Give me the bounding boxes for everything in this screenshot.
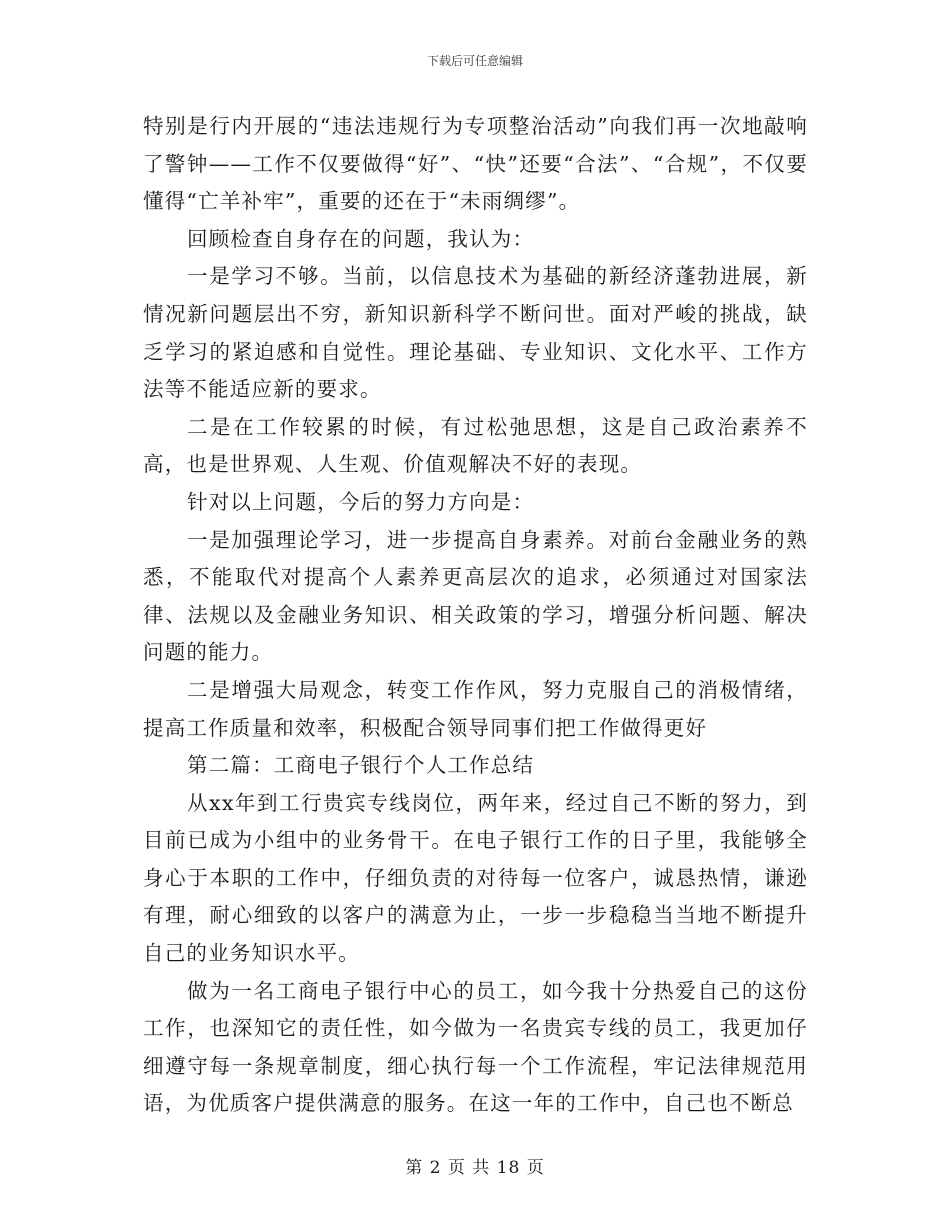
paragraph-summary-two: 做为一名工商电子银行中心的员工，如今我十分热爱自己的这份工作，也深知它的责任性，如今做为一名贵宾专线的员工，我更加仔细遵守每一条规章制度，细心执行每一个工作流程，牢记法律规范用语，为优质客户提供满意的服务。在这一年的工作中，自己也不断总	[143, 978, 808, 1116]
section-heading: 第二篇：工商电子银行个人工作总结	[187, 753, 535, 778]
paragraph-continuation: 特别是行内开展的“违法违规行为专项整治活动”向我们再一次地敲响了警钟——工作不仅要做得“好”、“快”还要“合法”、“合规”，不仅要懂得“亡羊补牢”，重要的还在于“未雨绸缪”。	[143, 114, 808, 214]
document-body	[143, 108, 808, 1123]
paragraph-direction-intro: 针对以上问题，今后的努力方向是：	[187, 489, 535, 514]
page-number: 第 2 页 共 18 页	[405, 1158, 545, 1178]
page-header-note: 下载后可任意编辑	[426, 54, 523, 68]
paragraph-problem-two: 二是在工作较累的时候，有过松弛思想，这是自己政治素养不高，也是世界观、人生观、价值观解决不好的表现。	[143, 414, 808, 477]
paragraph-summary-one: 从xx年到工行贵宾专线岗位，两年来，经过自己不断的努力，到目前已成为小组中的业务骨干。在电子银行工作的日子里，我能够全身心于本职的工作中，仔细负责的对待每一位客户，诚恳热情，谦逊有理，耐心细致的以客户的满意为止，一步一步稳稳当当地不断提升自己的业务知识水平。	[143, 790, 808, 966]
paragraph-problem-one: 一是学习不够。当前，以信息技术为基础的新经济蓬勃进展，新情况新问题层出不穷，新知识新科学不断问世。面对严峻的挑战，缺乏学习的紧迫感和自觉性。理论基础、专业知识、文化水平、工作方法等不能适应新的要求。	[143, 264, 808, 402]
paragraph-review-intro: 回顾检查自身存在的问题，我认为：	[187, 226, 535, 251]
paragraph-direction-two: 二是增强大局观念，转变工作作风，努力克服自己的消极情绪，提高工作质量和效率，积极配合领导同事们把工作做得更好	[143, 677, 808, 740]
paragraph-direction-one: 一是加强理论学习，进一步提高自身素养。对前台金融业务的熟悉，不能取代对提高个人素养更高层次的追求，必须通过对国家法律、法规以及金融业务知识、相关政策的学习，增强分析问题、解决问题的能力。	[143, 527, 808, 665]
